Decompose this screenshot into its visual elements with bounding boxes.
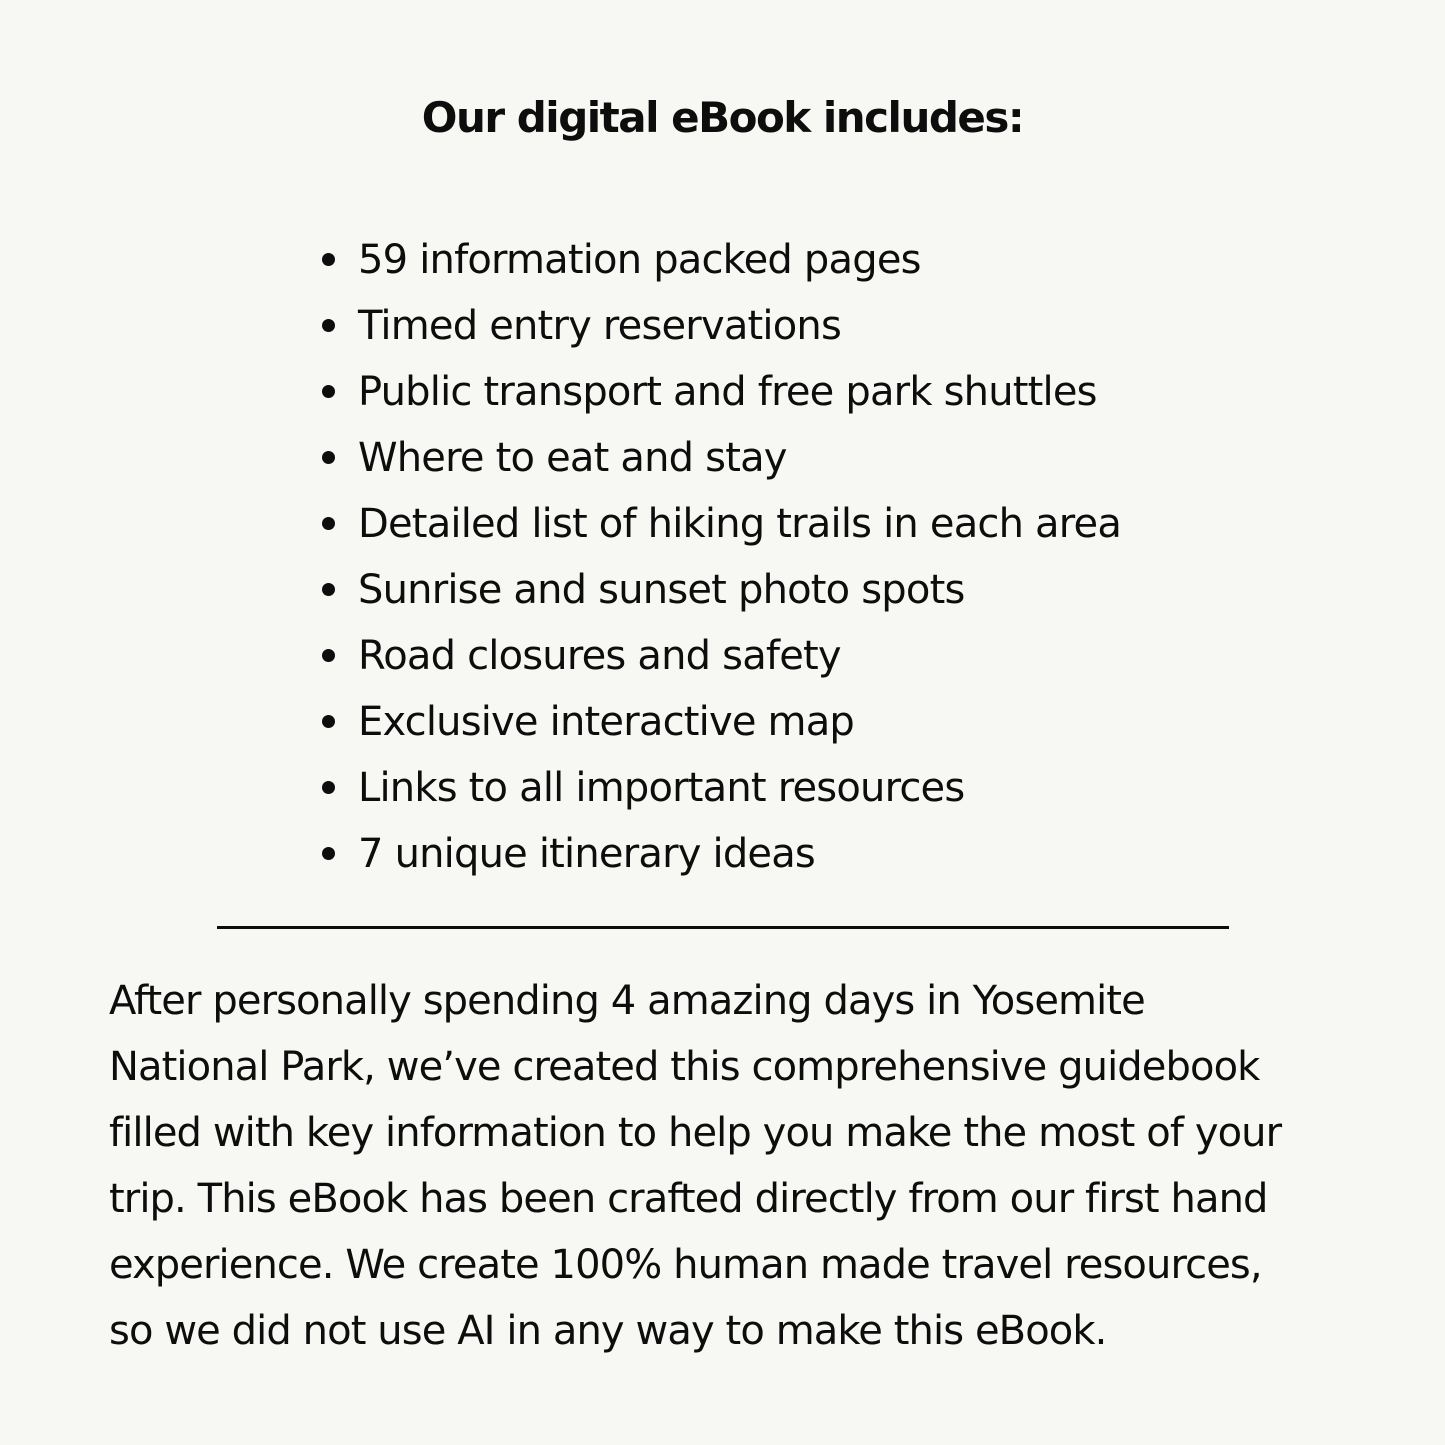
description-line: so we did not use AI in any way to make this eBook. [109, 1308, 1107, 1354]
description-line: trip. This eBook has been crafted directly from our first hand [109, 1176, 1268, 1222]
list-item: Where to eat and stay [320, 425, 1320, 491]
description-line: National Park, we’ve created this comprehensive guidebook [109, 1044, 1260, 1090]
description-line: experience. We create 100% human made travel resources, [109, 1242, 1262, 1288]
list-item: Road closures and safety [320, 623, 1320, 689]
list-item: 59 information packed pages [320, 227, 1320, 293]
list-item: Timed entry reservations [320, 293, 1320, 359]
description-paragraph [109, 968, 1349, 1364]
list-item: Links to all important resources [320, 755, 1320, 821]
page-title: Our digital eBook includes: [421, 93, 1024, 142]
list-item: Public transport and free park shuttles [320, 359, 1320, 425]
features-list [320, 227, 1320, 887]
list-item: Sunrise and sunset photo spots [320, 557, 1320, 623]
list-item: 7 unique itinerary ideas [320, 821, 1320, 887]
list-item: Exclusive interactive map [320, 689, 1320, 755]
section-divider [217, 926, 1229, 929]
description-line: filled with key information to help you make the most of your [109, 1110, 1282, 1156]
description-line: After personally spending 4 amazing days in Yosemite [109, 978, 1145, 1024]
list-item: Detailed list of hiking trails in each area [320, 491, 1320, 557]
